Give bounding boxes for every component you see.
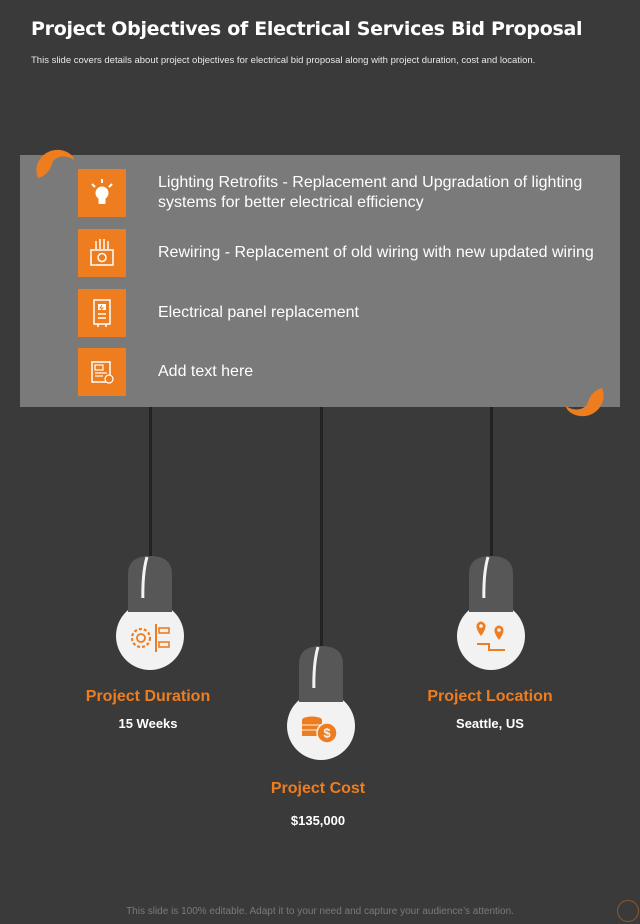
document-icon [78, 348, 126, 396]
project-duration-value: 15 Weeks [118, 716, 178, 731]
objective-item-4 [78, 347, 598, 397]
lightbulb-icon [78, 169, 126, 217]
footer-note: This slide is 100% editable. Adapt it to your need and capture your audience’s attention. [126, 906, 514, 917]
page-title: Project Objectives of Electrical Services Bid Proposal [31, 18, 583, 40]
bulb-cost [285, 644, 357, 762]
bulb-cord-cost [320, 407, 323, 647]
corner-circle-decoration [617, 900, 639, 922]
electrical-panel-icon [78, 289, 126, 337]
project-location-value: Seattle, US [456, 716, 524, 731]
objective-item-3 [78, 288, 598, 338]
wiring-icon [78, 229, 126, 277]
bulb-duration [114, 554, 186, 672]
objective-item-1 [78, 168, 598, 218]
project-cost-label: Project Cost [270, 780, 366, 797]
objective-text: Add text here [158, 363, 254, 380]
objective-text: Electrical panel replacement [158, 304, 359, 321]
objective-item-2 [78, 228, 598, 278]
swirl-decoration-top-left [34, 146, 78, 182]
bulb-cord-location [490, 407, 493, 557]
project-cost-value: $135,000 [290, 813, 346, 828]
page-subtitle: This slide covers details about project objectives for electrical bid proposal along with project duration, cost and location. [31, 55, 536, 66]
project-location-label: Project Location [427, 688, 553, 705]
project-duration-label: Project Duration [85, 688, 211, 705]
objective-text: Rewiring - Replacement of old wiring with new updated wiring [158, 244, 594, 261]
bulb-cord-duration [149, 407, 152, 557]
svg-text:$: $ [323, 725, 331, 741]
bulb-location [455, 554, 527, 672]
objective-text: Lighting Retrofits - Replacement and Upgradation of lighting systems for better electrical efficiency [158, 174, 583, 211]
